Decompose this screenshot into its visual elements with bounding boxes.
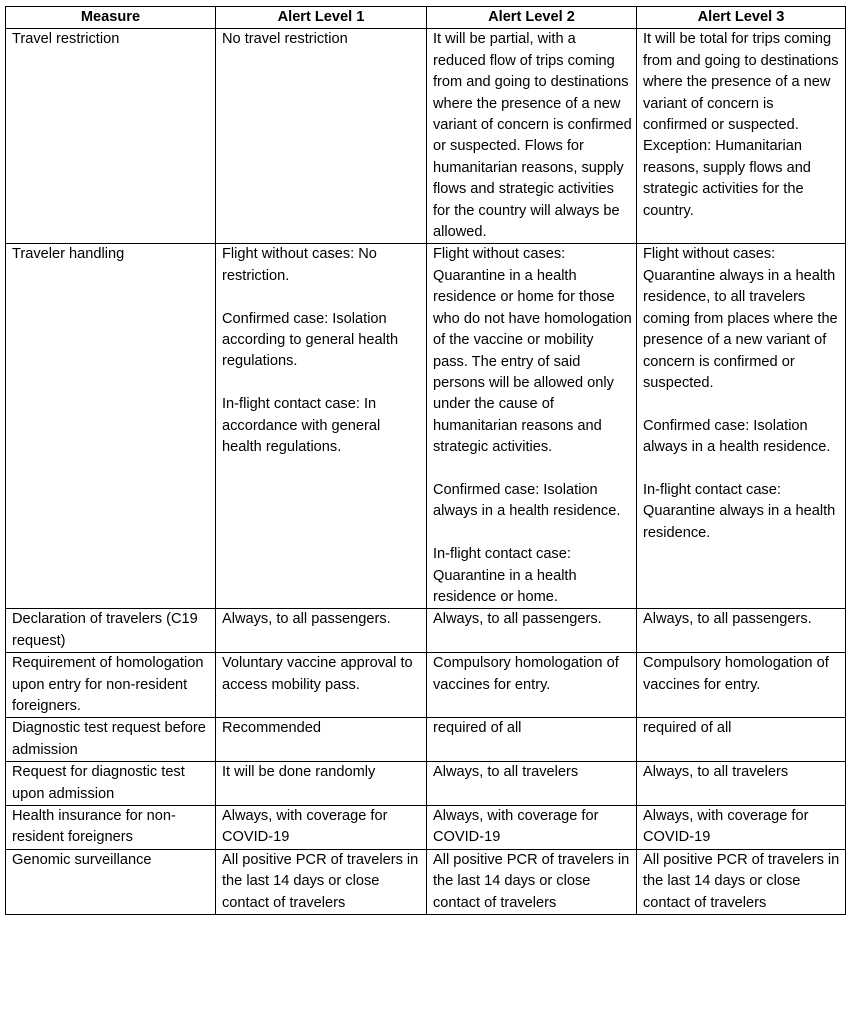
cell-paragraph: Confirmed case: Isolation according to general health regulations. xyxy=(222,310,399,370)
alert-level-3-cell xyxy=(637,653,846,718)
alert-level-2-cell xyxy=(427,762,637,806)
table-header xyxy=(6,7,846,29)
measure-cell: Health insurance for non-resident foreigners xyxy=(6,806,216,850)
cell-paragraph: Flight without cases: Quarantine in a health residence or home for those who do not have homologation of the vaccine or mobility pass. The entry of said persons will be allowed only under the cause of humanitarian reasons and strategic activities. xyxy=(433,246,632,456)
cell-paragraph: Always, to all passengers. xyxy=(643,611,812,628)
alert-levels-table xyxy=(5,6,846,915)
cell-paragraph: required of all xyxy=(433,720,522,737)
alert-level-1-cell xyxy=(216,718,427,762)
alert-level-1-cell xyxy=(216,762,427,806)
alert-level-2-cell xyxy=(427,653,637,718)
alert-level-2-cell xyxy=(427,718,637,762)
alert-level-1-cell xyxy=(216,653,427,718)
table-row xyxy=(6,653,846,718)
cell-paragraph: Always, with coverage for COVID-19 xyxy=(643,808,809,846)
cell-paragraph: All positive PCR of travelers in the last 14 days or close contact of travelers xyxy=(433,851,630,911)
measure-cell: Travel restriction xyxy=(6,29,216,244)
cell-paragraph: Recommended xyxy=(222,720,321,737)
cell-paragraph: It will be done randomly xyxy=(222,764,376,781)
cell-paragraph: Always, to all travelers xyxy=(643,764,789,781)
alert-level-1-cell xyxy=(216,806,427,850)
header-measure: Measure xyxy=(6,7,216,29)
alert-level-1-cell xyxy=(216,609,427,653)
table-row xyxy=(6,244,846,609)
table-row xyxy=(6,718,846,762)
cell-paragraph: Always, to all travelers xyxy=(433,764,579,781)
cell-paragraph: required of all xyxy=(643,720,732,737)
cell-paragraph: All positive PCR of travelers in the last 14 days or close contact of travelers xyxy=(643,851,840,911)
header-alert-level-2: Alert Level 2 xyxy=(427,7,637,29)
cell-paragraph: Always, with coverage for COVID-19 xyxy=(222,808,388,846)
alert-level-2-cell xyxy=(427,806,637,850)
header-row xyxy=(6,7,846,29)
cell-paragraph: Flight without cases: Quarantine always in a health residence, to all travelers coming from places where the presence of a new variant of concern is confirmed or suspected. xyxy=(643,246,838,391)
table-row xyxy=(6,29,846,244)
cell-paragraph: Compulsory homologation of vaccines for entry. xyxy=(643,655,829,693)
alert-level-1-cell xyxy=(216,849,427,914)
cell-paragraph: Confirmed case: Isolation always in a health residence. xyxy=(643,417,831,456)
measure-cell: Request for diagnostic test upon admission xyxy=(6,762,216,806)
alert-level-3-cell xyxy=(637,849,846,914)
alert-level-3-cell xyxy=(637,762,846,806)
cell-paragraph: Confirmed case: Isolation always in a health residence. xyxy=(433,481,621,520)
cell-paragraph: No travel restriction xyxy=(222,31,348,48)
cell-paragraph: It will be partial, with a reduced flow of trips coming from and going to destinations where the presence of a new variant of concern is confirmed or suspected. Flows for humanitarian reasons, supply flows and strategic activities for the country will always be allowed. xyxy=(433,31,632,241)
alert-level-3-cell xyxy=(637,29,846,244)
cell-paragraph: Always, with coverage for COVID-19 xyxy=(433,808,599,846)
cell-paragraph: In-flight contact case: Quarantine always in a health residence. xyxy=(643,481,836,541)
alert-level-2-cell xyxy=(427,29,637,244)
cell-paragraph: It will be total for trips coming from and going to destinations where the presence of a new variant of concern is confirmed or suspected. Exception: Humanitarian reasons, supply flows and strategic activities for the country. xyxy=(643,31,839,219)
cell-paragraph: Flight without cases: No restriction. xyxy=(222,246,377,284)
measure-cell: Genomic surveillance xyxy=(6,849,216,914)
measure-cell: Declaration of travelers (C19 request) xyxy=(6,609,216,653)
alert-level-1-cell xyxy=(216,29,427,244)
alert-level-3-cell xyxy=(637,806,846,850)
table-row xyxy=(6,609,846,653)
cell-paragraph: All positive PCR of travelers in the last 14 days or close contact of travelers xyxy=(222,851,419,911)
cell-paragraph: Always, to all passengers. xyxy=(222,611,391,628)
cell-paragraph: In-flight contact case: In accordance with general health regulations. xyxy=(222,396,381,456)
alert-level-3-cell xyxy=(637,609,846,653)
alert-level-3-cell xyxy=(637,718,846,762)
measure-cell: Traveler handling xyxy=(6,244,216,609)
measure-cell: Diagnostic test request before admission xyxy=(6,718,216,762)
cell-paragraph: Compulsory homologation of vaccines for entry. xyxy=(433,655,619,693)
header-alert-level-1: Alert Level 1 xyxy=(216,7,427,29)
table-body xyxy=(6,29,846,915)
alert-level-2-cell xyxy=(427,849,637,914)
cell-paragraph: Always, to all passengers. xyxy=(433,611,602,628)
cell-paragraph: In-flight contact case: Quarantine in a health residence or home. xyxy=(433,546,577,605)
alert-level-1-cell xyxy=(216,244,427,609)
table-row xyxy=(6,806,846,850)
cell-paragraph: Voluntary vaccine approval to access mobility pass. xyxy=(222,655,413,693)
measure-cell: Requirement of homologation upon entry for non-resident foreigners. xyxy=(6,653,216,718)
table-row xyxy=(6,849,846,914)
alert-level-3-cell xyxy=(637,244,846,609)
table-row xyxy=(6,762,846,806)
header-alert-level-3: Alert Level 3 xyxy=(637,7,846,29)
alert-level-2-cell xyxy=(427,244,637,609)
alert-level-2-cell xyxy=(427,609,637,653)
